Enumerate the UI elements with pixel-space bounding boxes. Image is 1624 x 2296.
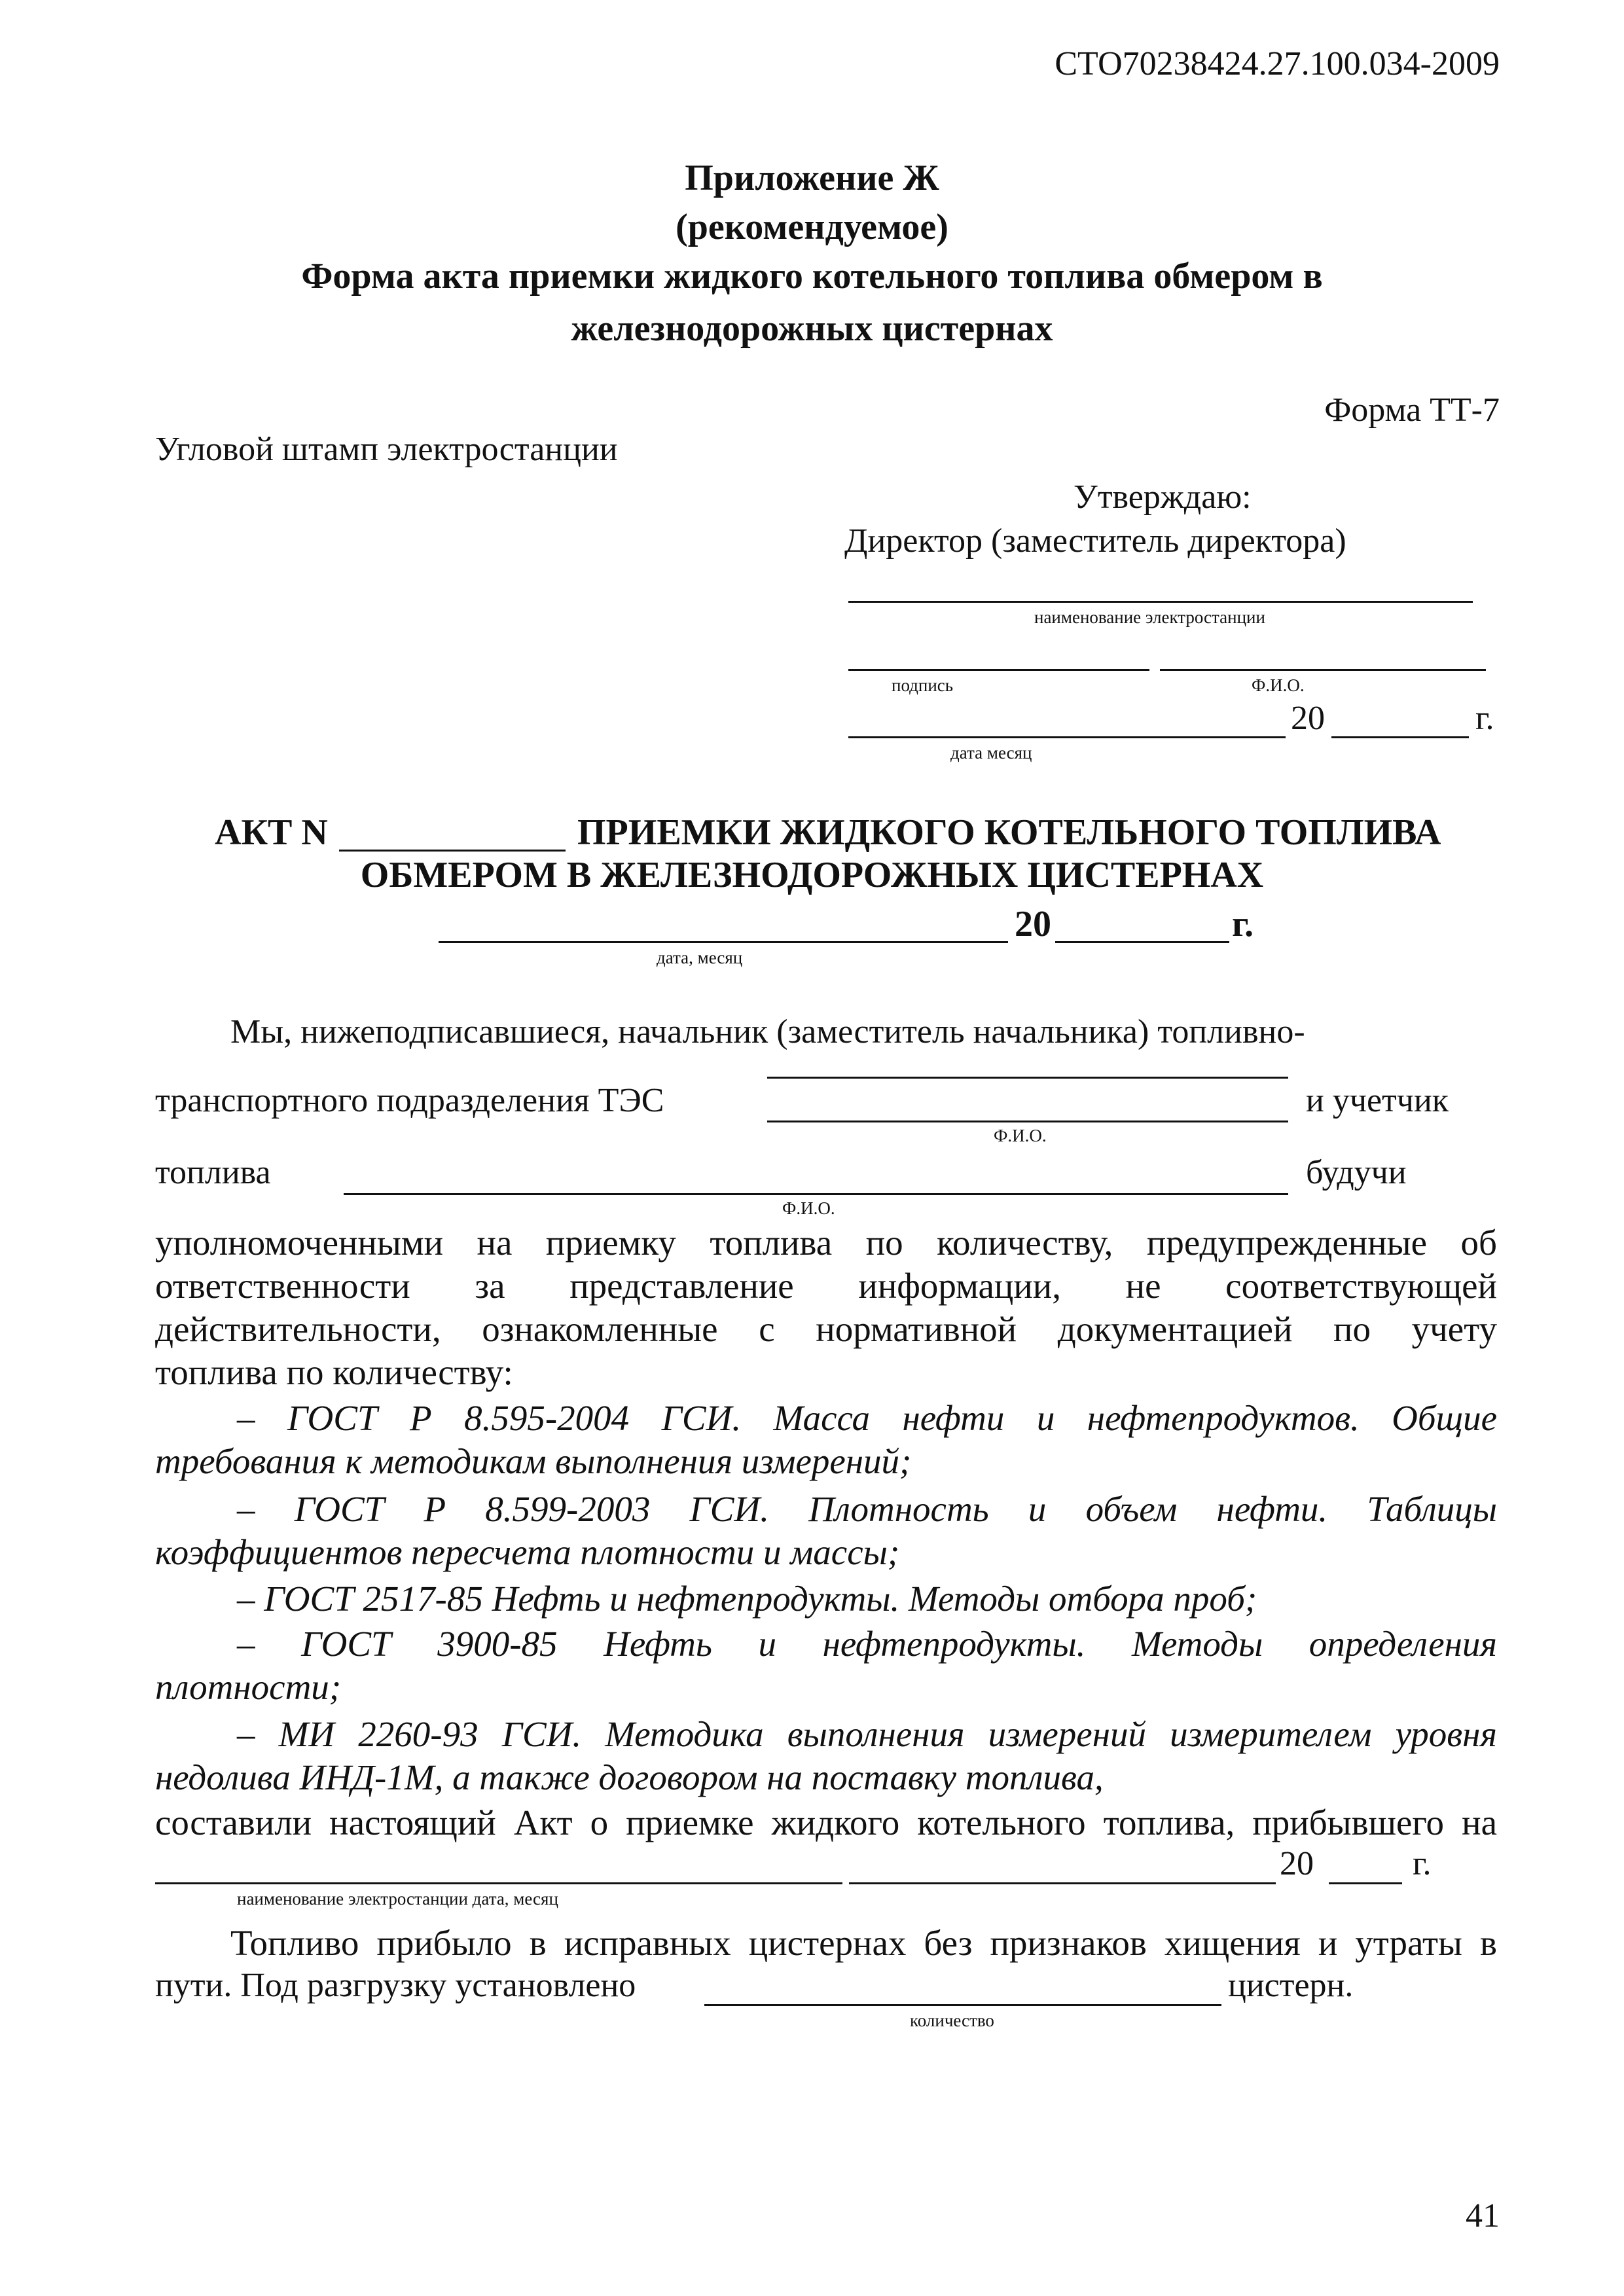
- act-year-suffix: г.: [1232, 904, 1254, 944]
- accountant-name-line[interactable]: [344, 1193, 1288, 1195]
- standard-item: – ГОСТ 3900-85 Нефть и нефтепродукты. Методы определения: [237, 1624, 1497, 1664]
- tanks-quantity-line[interactable]: [704, 2004, 1221, 2006]
- station-caption: наименование электростанции: [1034, 607, 1265, 627]
- paragraph-line: уполномоченными на приемку топлива по количеству, предупрежденные об: [155, 1223, 1497, 1263]
- arrival-station-line[interactable]: [155, 1882, 842, 1884]
- intro-line: Мы, нижеподписавшиеся, начальник (заместитель начальника) топливно-: [230, 1013, 1305, 1050]
- tanks-line2-suffix: цистерн.: [1228, 1967, 1354, 2004]
- standard-code: СТО70238424.27.100.034-2009: [1055, 45, 1500, 82]
- director-position: Директор (заместитель директора): [844, 522, 1346, 560]
- arrival-date-line[interactable]: [849, 1882, 1276, 1884]
- quantity-caption: количество: [910, 2011, 994, 2030]
- form-title-line1: Форма акта приемки жидкого котельного топлива обмером в: [301, 256, 1323, 296]
- station-name-line[interactable]: [848, 601, 1473, 603]
- arrival-year-prefix: 20: [1280, 1845, 1314, 1882]
- form-code: Форма ТТ-7: [1324, 391, 1500, 429]
- accountant-label: и учетчик: [1306, 1082, 1449, 1119]
- approval-date-line[interactable]: [848, 736, 1286, 738]
- paragraph-line: топлива по количеству:: [155, 1352, 513, 1392]
- act-year-line[interactable]: [1055, 941, 1229, 943]
- head-fio-caption: Ф.И.О.: [994, 1126, 1047, 1145]
- approval-year-prefix: 20: [1291, 700, 1325, 737]
- fuel-label: топлива: [155, 1154, 271, 1191]
- being-label: будучи: [1306, 1154, 1407, 1191]
- stamp-label: Угловой штамп электростанции: [155, 431, 618, 468]
- act-title-prefix: АКТ N: [215, 812, 328, 853]
- page-number: 41: [1466, 2197, 1500, 2234]
- signature-caption: подпись: [892, 675, 954, 695]
- director-name-line[interactable]: [1160, 669, 1486, 671]
- act-title-line2: ОБМЕРОМ В ЖЕЛЕЗНОДОРОЖНЫХ ЦИСТЕРНАХ: [360, 855, 1264, 895]
- approve-label: Утверждаю:: [1074, 478, 1252, 516]
- standard-item: – МИ 2260-93 ГСИ. Методика выполнения измерений измерителем уровня: [237, 1714, 1497, 1754]
- standard-item: – ГОСТ 2517-85 Нефть и нефтепродукты. Методы отбора проб;: [237, 1579, 1257, 1619]
- approval-year-line[interactable]: [1331, 736, 1469, 738]
- standard-item: – ГОСТ Р 8.595-2004 ГСИ. Масса нефти и нефтепродуктов. Общие: [237, 1398, 1497, 1438]
- approval-year-suffix: г.: [1475, 700, 1494, 737]
- appendix-status: (рекомендуемое): [676, 207, 948, 247]
- paragraph-line: действительности, ознакомленные с нормативной документацией по учету: [155, 1309, 1497, 1349]
- act-date-caption: дата, месяц: [657, 948, 743, 967]
- head-name-line[interactable]: [767, 1077, 1288, 1079]
- standard-item: – ГОСТ Р 8.599-2003 ГСИ. Плотность и объем нефти. Таблицы: [237, 1489, 1497, 1529]
- paragraph-line: ответственности за представление информации, не соответствующей: [155, 1266, 1497, 1306]
- tanks-line2-prefix: пути. Под разгрузку установлено: [155, 1967, 636, 2004]
- arrival-year-suffix: г.: [1413, 1845, 1432, 1882]
- appendix-title: Приложение Ж: [685, 158, 939, 198]
- tanks-line1: Топливо прибыло в исправных цистернах без признаков хищения и утраты в: [230, 1923, 1497, 1963]
- standard-item-cont: плотности;: [155, 1667, 342, 1707]
- signature-line[interactable]: [848, 669, 1149, 671]
- act-date-line[interactable]: [439, 941, 1008, 943]
- accountant-fio-caption: Ф.И.О.: [782, 1198, 835, 1218]
- standard-item-cont: коэффициентов пересчета плотности и массы;: [155, 1532, 900, 1572]
- transport-label: транспортного подразделения ТЭС: [155, 1082, 664, 1119]
- composed-line: составили настоящий Акт о приемке жидкого котельного топлива, прибывшего на: [155, 1803, 1497, 1842]
- act-year-prefix: 20: [1015, 904, 1051, 944]
- approval-date-caption: дата месяц: [950, 743, 1032, 762]
- act-title-line1: ПРИЕМКИ ЖИДКОГО КОТЕЛЬНОГО ТОПЛИВА: [577, 812, 1441, 853]
- standard-item-cont: недолива ИНД-1М, а также договором на поставку топлива,: [155, 1757, 1104, 1797]
- standard-item-cont: требования к методикам выполнения измерений;: [155, 1441, 912, 1481]
- director-name-caption: Ф.И.О.: [1252, 675, 1305, 695]
- arrival-year-line[interactable]: [1329, 1882, 1402, 1884]
- head-name-line-2[interactable]: [767, 1121, 1288, 1122]
- form-title-line2: железнодорожных цистернах: [571, 308, 1053, 349]
- arrival-caption: наименование электростанции дата, месяц: [237, 1889, 558, 1909]
- act-number-line[interactable]: [339, 850, 566, 852]
